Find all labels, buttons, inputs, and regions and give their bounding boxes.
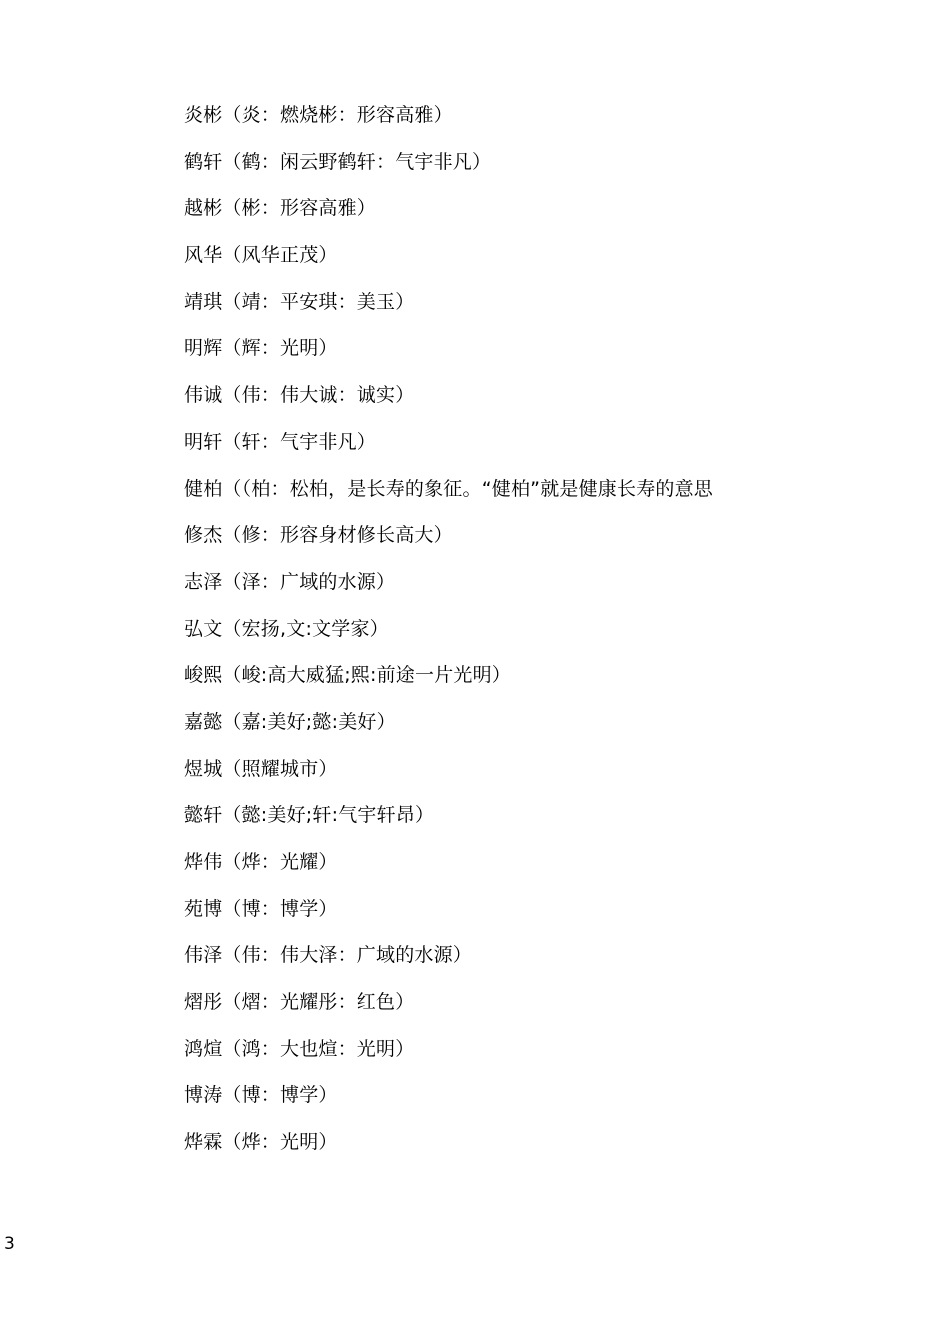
list-item: 弘文（宏扬,文:文学家） — [184, 617, 389, 640]
list-item: 懿轩（懿:美好;轩:气宇轩昂） — [184, 804, 435, 827]
list-item: 明轩（轩：气宇非凡） — [184, 430, 377, 453]
list-item: 风华（风华正茂） — [184, 244, 338, 267]
list-item: 烨伟（烨：光耀） — [184, 851, 338, 873]
list-item: 煜城（照耀城市） — [184, 757, 338, 780]
page-number: 3 — [4, 1234, 15, 1254]
list-item: 志泽（泽：广域的水源） — [184, 570, 396, 593]
list-item: 烨霖（烨：光明） — [184, 1131, 338, 1154]
list-item: 伟泽（伟：伟大泽：广域的水源） — [184, 944, 473, 967]
list-item: 健柏（（柏：松柏，是长寿的象征。“健柏”就是健康长寿的意思 — [184, 477, 713, 500]
list-item: 修杰（修：形容身材修长高大） — [184, 524, 453, 547]
list-item: 鸿煊（鸿：大也煊：光明） — [184, 1037, 415, 1060]
list-item: 鹤轩（鹤：闲云野鹤轩：气宇非凡） — [184, 150, 492, 173]
list-item: 伟诚（伟：伟大诚：诚实） — [184, 384, 415, 407]
list-item: 峻熙（峻:高大威猛;熙:前途一片光明） — [184, 664, 512, 687]
list-item: 明辉（辉：光明） — [184, 337, 338, 360]
list-item: 炎彬（炎：燃烧彬：形容高雅） — [184, 104, 453, 126]
list-item: 越彬（彬：形容高雅） — [184, 197, 377, 220]
list-item: 熠彤（熠：光耀彤：红色） — [184, 991, 415, 1014]
list-item: 苑博（博：博学） — [184, 897, 338, 920]
name-list — [184, 100, 713, 1174]
list-item: 博涛（博：博学） — [184, 1084, 338, 1107]
list-item: 靖琪（靖：平安琪：美玉） — [184, 290, 415, 313]
list-item: 嘉懿（嘉:美好;懿:美好） — [184, 710, 396, 733]
